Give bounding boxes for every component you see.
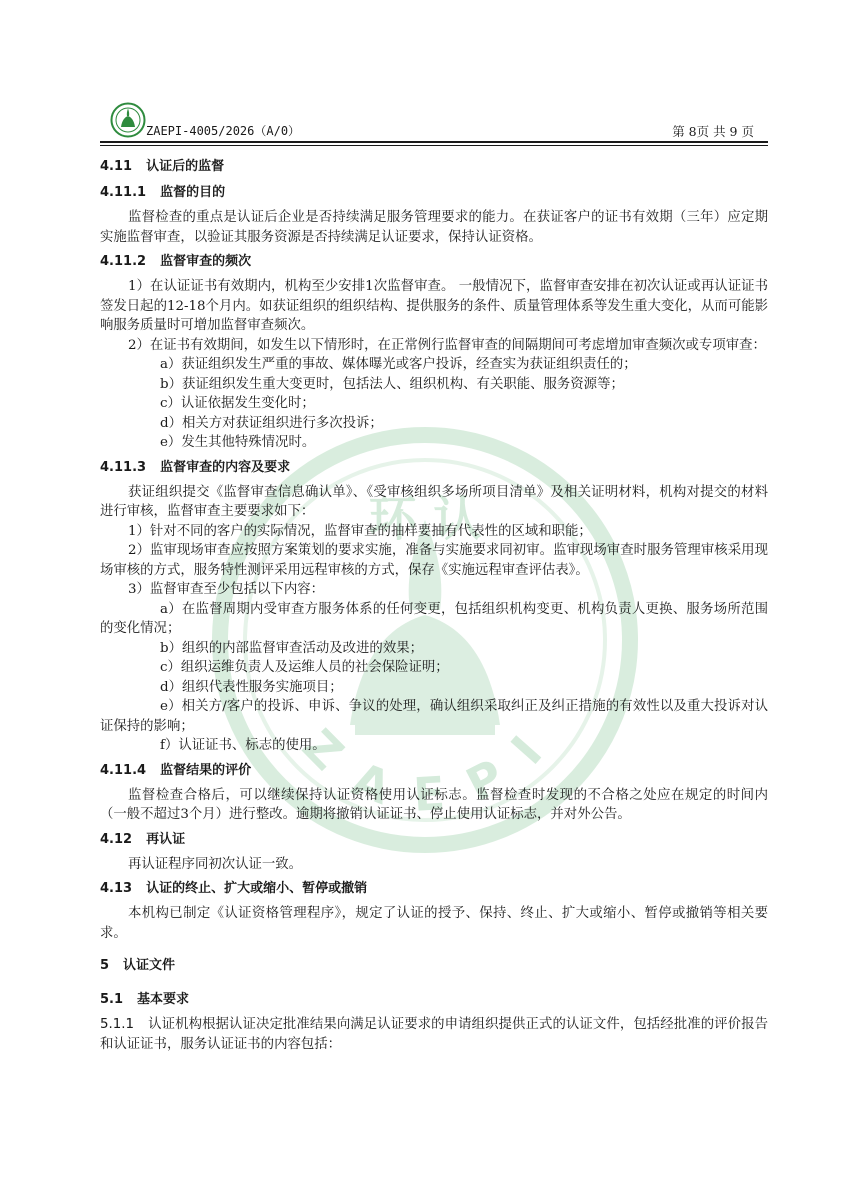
document-body	[100, 156, 768, 1054]
heading-4-11: 4.11 认证后的监督	[100, 159, 225, 174]
paragraph: 获证组织提交《监督审查信息确认单》、《受审核组织多场所项目清单》及相关证明材料，机构对提交的材料进行审核，监督审查主要要求如下：	[100, 484, 768, 519]
list-item: b）组织的内部监督审查活动及改进的效果；	[160, 640, 423, 656]
org-logo-icon	[110, 102, 146, 138]
list-item: f）认证证书、标志的使用。	[160, 738, 326, 753]
page-number: 第 8页 共 9 页	[672, 124, 754, 139]
heading-5: 5 认证文件	[100, 958, 176, 973]
list-item: e）发生其他特殊情况时。	[160, 435, 316, 450]
heading-4-12: 4.12 再认证	[100, 831, 186, 847]
heading-4-11-1: 4.11.1 监督的目的	[100, 185, 226, 200]
list-item: c）认证依据发生变化时；	[160, 396, 315, 411]
paragraph: 本机构已制定《认证资格管理程序》，规定了认证的授予、保持、终止、扩大或缩小、暂停或撤销等相关要求。	[100, 906, 768, 941]
header-rule-thick	[100, 141, 768, 143]
list-item: a）在监督周期内受审查方服务体系的任何变更，包括组织机构变更、机构负责人更换、服务场所范围的变化情况；	[100, 601, 768, 636]
list-item: b）获证组织发生重大变更时，包括法人、组织机构、有关职能、服务资源等；	[160, 376, 624, 392]
list-item: d）组织代表性服务实施项目；	[160, 679, 343, 695]
document-code: ZAEPI-4005/2026（A/0）	[146, 124, 301, 138]
paragraph: 再认证程序同初次认证一致。	[128, 856, 303, 872]
paragraph: 监督检查的重点是认证后企业是否持续满足服务管理要求的能力。在获证客户的证书有效期（三年）应定期实施监督审查，以验证其服务资源是否持续满足认证要求，保持认证资格。	[100, 210, 768, 245]
page-header	[100, 100, 768, 146]
paragraph: 2）在证书有效期间，如发生以下情形时，在正常例行监督审查的间隔期间可考虑增加审查频次或专项审查：	[128, 337, 766, 353]
paragraph: 1）针对不同的客户的实际情况，监督审查的抽样要抽有代表性的区域和职能；	[128, 523, 592, 539]
header-rule-thin	[100, 145, 768, 146]
heading-4-11-2: 4.11.2 监督审查的频次	[100, 254, 252, 269]
paragraph: 1）在认证证书有效期内，机构至少安排1次监督审查。 一般情况下，监督审查安排在初次认证或再认证证书签发日起的12-18个月内。如获证组织的组织结构、提供服务的条件、质量管理体系等发生重大变化，从而可能影响服务质量时可增加监督审查频次。	[100, 279, 768, 333]
paragraph: 3）监督审查至少包括以下内容：	[128, 582, 324, 597]
paragraph: 5.1.1 认证机构根据认证决定批准结果向满足认证要求的申请组织提供正式的认证文件，包括经批准的评价报告和认证证书，服务认证证书的内容包括：	[100, 1017, 768, 1052]
list-item: c）组织运维负责人及运维人员的社会保险证明；	[160, 660, 449, 675]
list-item: a）获证组织发生严重的事故、媒体曝光或客户投诉，经查实为获证组织责任的；	[160, 357, 637, 372]
paragraph: 监督检查合格后，可以继续保持认证资格使用认证标志。监督检查时发现的不合格之处应在规定的时间内（一般不超过3个月）进行整改。逾期将撤销认证证书、停止使用认证标志，并对外公告。	[100, 787, 768, 822]
list-item: e）相关方/客户的投诉、申诉、争议的处理，确认组织采取纠正及纠正措施的有效性以及重大投诉对认证保持的影响；	[100, 699, 768, 734]
heading-4-13: 4.13 认证的终止、扩大或缩小、暂停或撤销	[100, 881, 368, 896]
paragraph: 2）监审现场审查应按照方案策划的要求实施，准备与实施要求同初审。监审现场审查时服务管理审核采用现场审核的方式，服务特性测评采用远程审核的方式，保存《实施远程审查评估表》。	[100, 543, 768, 578]
watermark-bottom-text: Z A E P I	[292, 718, 558, 822]
watermark-top-text: 环 认	[368, 491, 482, 547]
heading-5-1: 5.1 基本要求	[100, 992, 190, 1007]
list-item: d）相关方对获证组织进行多次投诉；	[160, 415, 383, 431]
heading-4-11-4: 4.11.4 监督结果的评价	[100, 762, 252, 778]
heading-4-11-3: 4.11.3 监督审查的内容及要求	[100, 459, 291, 475]
